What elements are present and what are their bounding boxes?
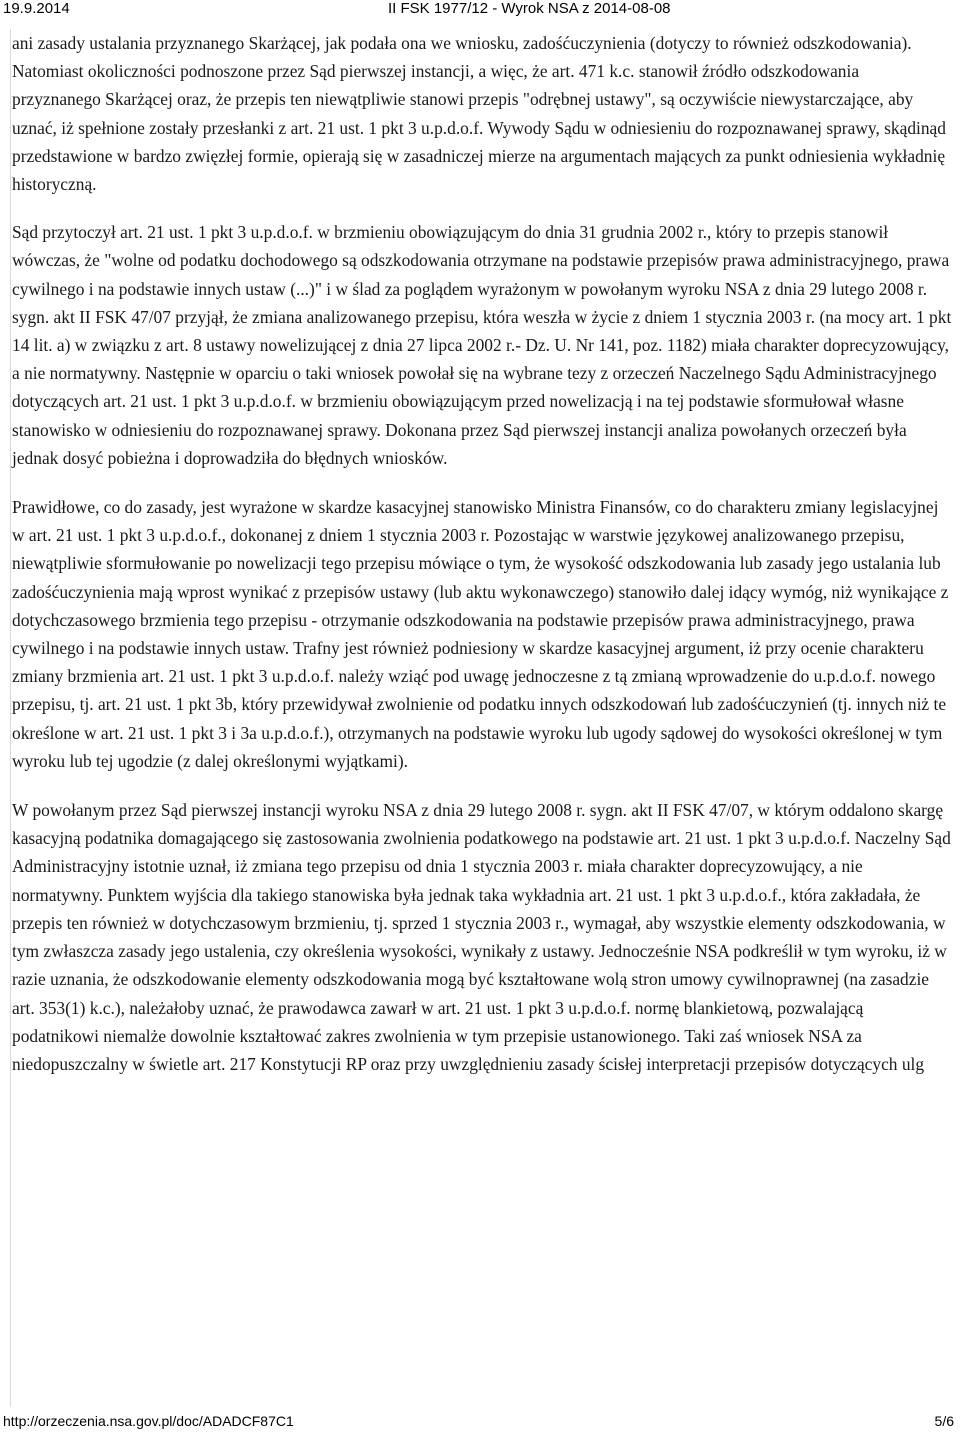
- paragraph: ani zasady ustalania przyznanego Skarżącej, jak podała ona we wniosku, zadośćuczynienia (dotyczy to również odszkodowania). Natomiast okoliczności podnoszone przez Sąd pierwszej instancji, a więc, że art. 471 k.c. stanowił źródło odszkodowania przyznanego Skarżącej oraz, że przepis ten niewątpliwie stanowi przepis "odrębnej ustawy", są oczywiście niewystarczające, aby uznać, iż spełnione zostały przesłanki z art. 21 ust. 1 pkt 3 u.p.d.o.f. Wywody Sądu w odniesieniu do rozpoznawanej sprawy, skądinąd przedstawione w bardzo zwięzłej formie, opierają się w zasadniczej mierze na argumentach mających za punkt odniesienia wykładnię historyczną.: [12, 33, 946, 195]
- print-header: [0, 0, 960, 20]
- paragraph: Prawidłowe, co do zasady, jest wyrażone w skardze kasacyjnej stanowisko Ministra Finansów, co do charakteru zmiany legislacyjnej w art. 21 ust. 1 pkt 3 u.p.d.o.f., dokonanej z dniem 1 stycznia 2003 r. Pozostając w warstwie językowej analizowanego przepisu, niewątpliwie sformułowanie po nowelizacji tego przepisu mówiące o tym, że wysokość odszkodowania lub zasady jego ustalania lub zadośćuczynienia mają wprost wynikać z przepisów ustawy (lub aktu wykonawczego) stanowiło dalej idący wymóg, niż wynikające z dotychczasowego brzmienia tego przepisu - otrzymanie odszkodowania na podstawie przepisów prawa administracyjnego, prawa cywilnego i na podstawie innych ustaw. Trafny jest również podniesiony w skardze kasacyjnej argument, iż przy ocenie charakteru zmiany brzmienia art. 21 ust. 1 pkt 3 u.p.d.o.f. należy wziąć pod uwagę jednoczesne z tą zmianą wprowadzenie do u.p.d.o.f. nowego przepisu, tj. art. 21 ust. 1 pkt 3b, który przewidywał zwolnienie od podatku innych odszkodowań lub zadośćuczynień (tj. innych niż te określone w art. 21 ust. 1 pkt 3 i 3a u.p.d.o.f.), otrzymanych na podstawie wyroku lub ugody sądowej do wysokości określonej w tym wyroku lub tej ugodzie (z dalej określonymi wyjątkami).: [12, 497, 949, 771]
- document-body: [10, 29, 952, 1407]
- page-number: 5/6: [934, 1413, 954, 1429]
- paragraph: Sąd przytoczył art. 21 ust. 1 pkt 3 u.p.d.o.f. w brzmieniu obowiązującym do dnia 31 grudnia 2002 r., który to przepis stanowił wówczas, że "wolne od podatku dochodowego są odszkodowania otrzymane na podstawie przepisów prawa administracyjnego, prawa cywilnego i na podstawie innych ustaw (...)" i w ślad za poglądem wyrażonym w powołanym wyroku NSA z dnia 29 lutego 2008 r. sygn. akt II FSK 47/07 przyjął, że zmiana analizowanego przepisu, która weszła w życie z dniem 1 stycznia 2003 r. (na mocy art. 1 pkt 14 lit. a) w związku z art. 8 ustawy nowelizującej z dnia 27 lipca 2002 r.- Dz. U. Nr 141, poz. 1182) miała charakter doprecyzowujący, a nie normatywny. Następnie w oparciu o taki wniosek powołał się na wybrane tezy z orzeczeń Naczelnego Sądu Administracyjnego dotyczących art. 21 ust. 1 pkt 3 u.p.d.o.f. w brzmieniu obowiązującym przed nowelizacją i na tej podstawie sformułował własne stanowisko w odniesieniu do rozpoznawanej sprawy. Dokonana przez Sąd pierwszej instancji analiza powołanych orzeczeń była jednak dosyć pobieżna i doprowadziła do błędnych wniosków.: [12, 222, 952, 468]
- paragraph: W powołanym przez Sąd pierwszej instancji wyroku NSA z dnia 29 lutego 2008 r. sygn. akt II FSK 47/07, w którym oddalono skargę kasacyjną podatnika domagającego się zastosowania zwolnienia podatkowego na podstawie art. 21 ust. 1 pkt 3 u.p.d.o.f. Naczelny Sąd Administracyjny istotnie uznał, iż zmiana tego przepisu od dnia 1 stycznia 2003 r. miała charakter doprecyzowujący, a nie normatywny. Punktem wyjścia dla takiego stanowiska była jednak taka wykładnia art. 21 ust. 1 pkt 3 u.p.d.o.f., która zakładała, że przepis ten również w dotychczasowym brzmieniu, tj. sprzed 1 stycznia 2003 r., wymagał, aby wszystkie elementy odszkodowania, w tym zwłaszcza zasady jego ustalenia, czy określenia wysokości, wynikały z ustawy. Jednocześnie NSA podkreślił w tym wyroku, iż w razie uznania, że odszkodowanie elementy odszkodowania mogą być kształtowane wolą stron umowy cywilnoprawnej (na zasadzie art. 353(1) k.c.), należałoby uznać, że prawodawca zawarł w art. 21 ust. 1 pkt 3 u.p.d.o.f. normę blankietową, pozwalającą podatnikowi niemalże dowolnie kształtować zakres zwolnienia w tym przepisie ustanowionego. Taki zaś wniosek NSA za niedopuszczalny w świetle art. 217 Konstytucji RP oraz przy uwzględnieniu zasady ścisłej interpretacji przepisów dotyczących ulg: [12, 800, 951, 1074]
- print-footer: [0, 1411, 960, 1433]
- print-date: 19.9.2014: [3, 0, 70, 17]
- page-url: http://orzeczenia.nsa.gov.pl/doc/ADADCF87C1: [3, 1413, 294, 1429]
- document-title: II FSK 1977/12 - Wyrok NSA z 2014-08-08: [388, 0, 671, 17]
